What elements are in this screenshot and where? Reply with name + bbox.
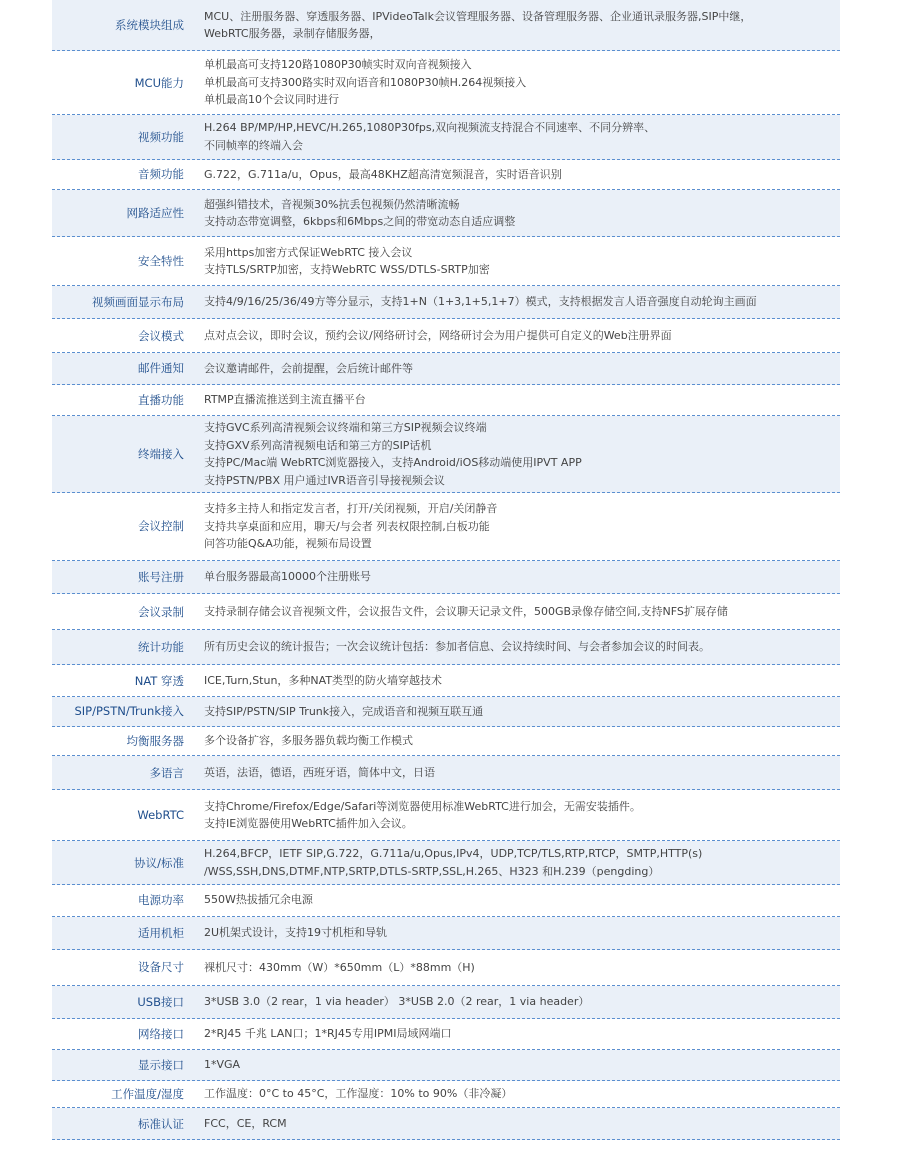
spec-label: 网络接口 [138, 1027, 184, 1042]
spec-line: 所有历史会议的统计报告；一次会议统计包括：参加者信息、会议持续时间、与会者参加会议的时间表。 [204, 640, 710, 654]
spec-row-email-notification [52, 353, 840, 385]
spec-line: 2*RJ45 千兆 LAN口；1*RJ45专用IPMI局域网端口 [204, 1027, 452, 1041]
spec-line: 支持录制存储会议音视频文件，会议报告文件，会议聊天记录文件，500GB录像存储空间,支持NFS扩展存储 [204, 604, 728, 618]
spec-line: 支持GXV系列高清视频电话和第三方的SIP话机 [204, 438, 432, 452]
spec-row-video [52, 115, 840, 160]
spec-line: H.264 BP/MP/HP,HEVC/H.265,1080P30fps,双向视频流支持混合不同速率、不同分辨率、 [204, 121, 656, 135]
spec-line: 多个设备扩容，多服务器负载均衡工作模式 [204, 734, 413, 748]
spec-value [188, 845, 840, 880]
spec-row-display-port [52, 1050, 840, 1081]
spec-line: RTMP直播流推送到主流直播平台 [204, 393, 366, 407]
spec-row-live-streaming [52, 385, 840, 417]
spec-value [188, 196, 840, 231]
spec-label: 设备尺寸 [138, 960, 184, 975]
spec-row-security [52, 237, 840, 285]
spec-label: 音频功能 [138, 167, 184, 182]
spec-label: 适用机柜 [138, 925, 184, 940]
spec-value [188, 500, 840, 553]
spec-row-webrtc [52, 790, 840, 841]
spec-line: 3*USB 3.0（2 rear，1 via header） 3*USB 2.0（2 rear，1 via header） [204, 995, 590, 1009]
spec-label: 均衡服务器 [126, 734, 184, 749]
spec-line: 550W热拔插冗余电源 [204, 893, 313, 907]
spec-value [188, 419, 840, 489]
spec-line: 支持GVC系列高清视频会议终端和第三方SIP视频会议终端 [204, 421, 487, 435]
spec-row-statistics [52, 630, 840, 666]
spec-row-mcu-capacity [52, 51, 840, 114]
spec-line: MCU、注册服务器、穿透服务器、IPVideoTalk会议管理服务器、设备管理服务器、企业通讯录服务器,SIP中继， [204, 9, 752, 23]
spec-value [188, 732, 840, 750]
spec-value [188, 119, 840, 154]
spec-line: 不同帧率的终端入会 [204, 138, 303, 152]
spec-value [188, 993, 840, 1011]
spec-table [52, 0, 840, 1140]
spec-line: 2U机架式设计，支持19寸机柜和导轨 [204, 926, 388, 940]
spec-label: SIP/PSTN/Trunk接入 [74, 704, 184, 719]
spec-value [188, 1085, 840, 1103]
spec-label: 电源功率 [138, 893, 184, 908]
spec-value [188, 56, 840, 109]
spec-line: H.264,BFCP，IETF SIP,G.722，G.711a/u,Opus,IPv4，UDP,TCP/TLS,RTP,RTCP，SMTP,HTTP(s) [204, 847, 703, 861]
spec-value [188, 293, 840, 311]
spec-row-sip-pstn-trunk [52, 697, 840, 727]
spec-row-system-modules [52, 0, 840, 51]
spec-line: 支持SIP/PSTN/SIP Trunk接入，完成语音和视频互联互通 [204, 704, 484, 718]
spec-value [188, 672, 840, 690]
spec-line: 裸机尺寸：430mm（W）*650mm（L）*88mm（H) [204, 960, 475, 974]
spec-row-certifications [52, 1108, 840, 1140]
spec-row-power [52, 885, 840, 917]
spec-row-recording [52, 594, 840, 630]
spec-row-network-ports [52, 1019, 840, 1050]
spec-row-operating-conditions [52, 1081, 840, 1109]
spec-label: 账号注册 [138, 569, 184, 584]
spec-line: 问答功能Q&A功能，视频布局设置 [204, 537, 372, 551]
spec-label: 视频功能 [138, 129, 184, 144]
spec-label: 邮件通知 [138, 361, 184, 376]
spec-label: 协议/标准 [134, 855, 184, 870]
spec-line: 1*VGA [204, 1058, 241, 1072]
spec-row-endpoint-access [52, 416, 840, 493]
spec-value [188, 638, 840, 656]
spec-line: G.722，G.711a/u，Opus，最高48KHZ超高清宽频混音，实时语音识别 [204, 167, 562, 181]
spec-row-audio [52, 160, 840, 190]
spec-value [188, 891, 840, 909]
spec-value [188, 798, 840, 833]
spec-line: 支持Chrome/Firefox/Edge/Safari等浏览器使用标准WebRTC进行加会，无需安装插件。 [204, 799, 641, 813]
spec-line: 支持IE浏览器使用WebRTC插件加入会议。 [204, 817, 413, 831]
spec-value [188, 244, 840, 279]
spec-value [188, 959, 840, 977]
spec-row-usb [52, 986, 840, 1020]
spec-value [188, 360, 840, 378]
spec-line: 英语，法语，德语，西班牙语，简体中文，日语 [204, 765, 435, 779]
spec-line: 支持TLS/SRTP加密，支持WebRTC WSS/DTLS-SRTP加密 [204, 263, 490, 276]
spec-line: 单机最高10个会议同时进行 [204, 93, 339, 107]
spec-value [188, 327, 840, 345]
spec-line: 工作温度：0°C to 45°C，工作湿度：10% to 90%（非冷凝） [204, 1087, 513, 1101]
spec-line: 支持多主持人和指定发言者，打开/关闭视频，开启/关闭静音 [204, 502, 498, 516]
spec-row-meeting-control [52, 493, 840, 560]
spec-label: 网路适应性 [126, 206, 184, 221]
spec-row-nat-traversal [52, 665, 840, 697]
spec-line: 支持共享桌面和应用，聊天/与会者 列表权限控制,白板功能 [204, 519, 490, 533]
spec-label: 显示接口 [138, 1057, 184, 1072]
spec-value [188, 1025, 840, 1043]
spec-label: 会议模式 [138, 328, 184, 343]
spec-value [188, 8, 840, 43]
spec-label: 终端接入 [138, 447, 184, 462]
spec-row-video-layout [52, 286, 840, 320]
spec-line: 单机最高可支持120路1080P30帧实时双向音视频接入 [204, 58, 472, 72]
spec-label: NAT 穿透 [134, 673, 184, 688]
spec-line: ICE,Turn,Stun，多种NAT类型的防火墙穿越技术 [204, 673, 443, 687]
spec-line: /WSS,SSH,DNS,DTMF,NTP,SRTP,DTLS-SRTP,SSL,H.265、H323 和H.239（pengding） [204, 864, 660, 878]
spec-label: 安全特性 [138, 254, 184, 268]
spec-value [188, 924, 840, 942]
spec-line: 采用https加密方式保证WebRTC 接入会议 [204, 245, 413, 259]
spec-line: 支持动态带宽调整，6kbps和6Mbps之间的带宽动态自适应调整 [204, 215, 516, 229]
spec-value [188, 703, 840, 721]
spec-value [188, 1056, 840, 1074]
spec-label: 直播功能 [138, 392, 184, 407]
spec-label: 会议录制 [138, 604, 184, 619]
spec-label: 工作温度/湿度 [111, 1087, 184, 1102]
spec-line: 点对点会议，即时会议，预约会议/网络研讨会，网络研讨会为用户提供可自定义的Web注册界面 [204, 328, 672, 342]
spec-line: 单台服务器最高10000个注册账号 [204, 570, 371, 584]
spec-label: MCU能力 [134, 75, 184, 90]
spec-label: 系统模块组成 [115, 18, 184, 33]
spec-label: 会议控制 [138, 519, 184, 534]
spec-line: 支持4/9/16/25/36/49方等分显示，支持1+N（1+3,1+5,1+7）模式，支持根据发言人语音强度自动轮询主画面 [204, 295, 757, 309]
spec-value [188, 1115, 840, 1133]
spec-line: WebRTC服务器，录制存储服务器， [204, 27, 381, 41]
spec-row-dimensions [52, 950, 840, 986]
spec-value [188, 391, 840, 409]
spec-line: 会议邀请邮件，会前提醒，会后统计邮件等 [204, 361, 413, 375]
spec-row-account-registration [52, 561, 840, 595]
spec-value [188, 603, 840, 621]
spec-row-rack [52, 917, 840, 951]
spec-row-protocols [52, 841, 840, 885]
spec-value [188, 166, 840, 184]
spec-label: 视频画面显示布局 [92, 295, 184, 310]
spec-row-load-balancing [52, 727, 840, 757]
spec-row-languages [52, 756, 840, 790]
spec-label: 统计功能 [138, 640, 184, 655]
spec-label: 标准认证 [138, 1116, 184, 1131]
spec-line: FCC，CE，RCM [204, 1116, 287, 1130]
spec-label: 多语言 [149, 765, 184, 780]
spec-line: 支持PSTN/PBX 用户通过IVR语音引导接视频会议 [204, 473, 445, 487]
spec-label: USB接口 [137, 995, 184, 1010]
spec-label: WebRTC [137, 808, 184, 823]
spec-line: 超强纠错技术，音视频30%抗丢包视频仍然清晰流畅 [204, 197, 460, 211]
spec-value [188, 764, 840, 782]
spec-line: 单机最高可支持300路实时双向语音和1080P30帧H.264视频接入 [204, 75, 527, 89]
spec-row-network-adaptivity [52, 190, 840, 237]
spec-row-meeting-modes [52, 319, 840, 353]
spec-value [188, 568, 840, 586]
spec-line: 支持PC/Mac端 WebRTC浏览器接入，支持Android/iOS移动端使用IPVT APP [204, 456, 582, 470]
